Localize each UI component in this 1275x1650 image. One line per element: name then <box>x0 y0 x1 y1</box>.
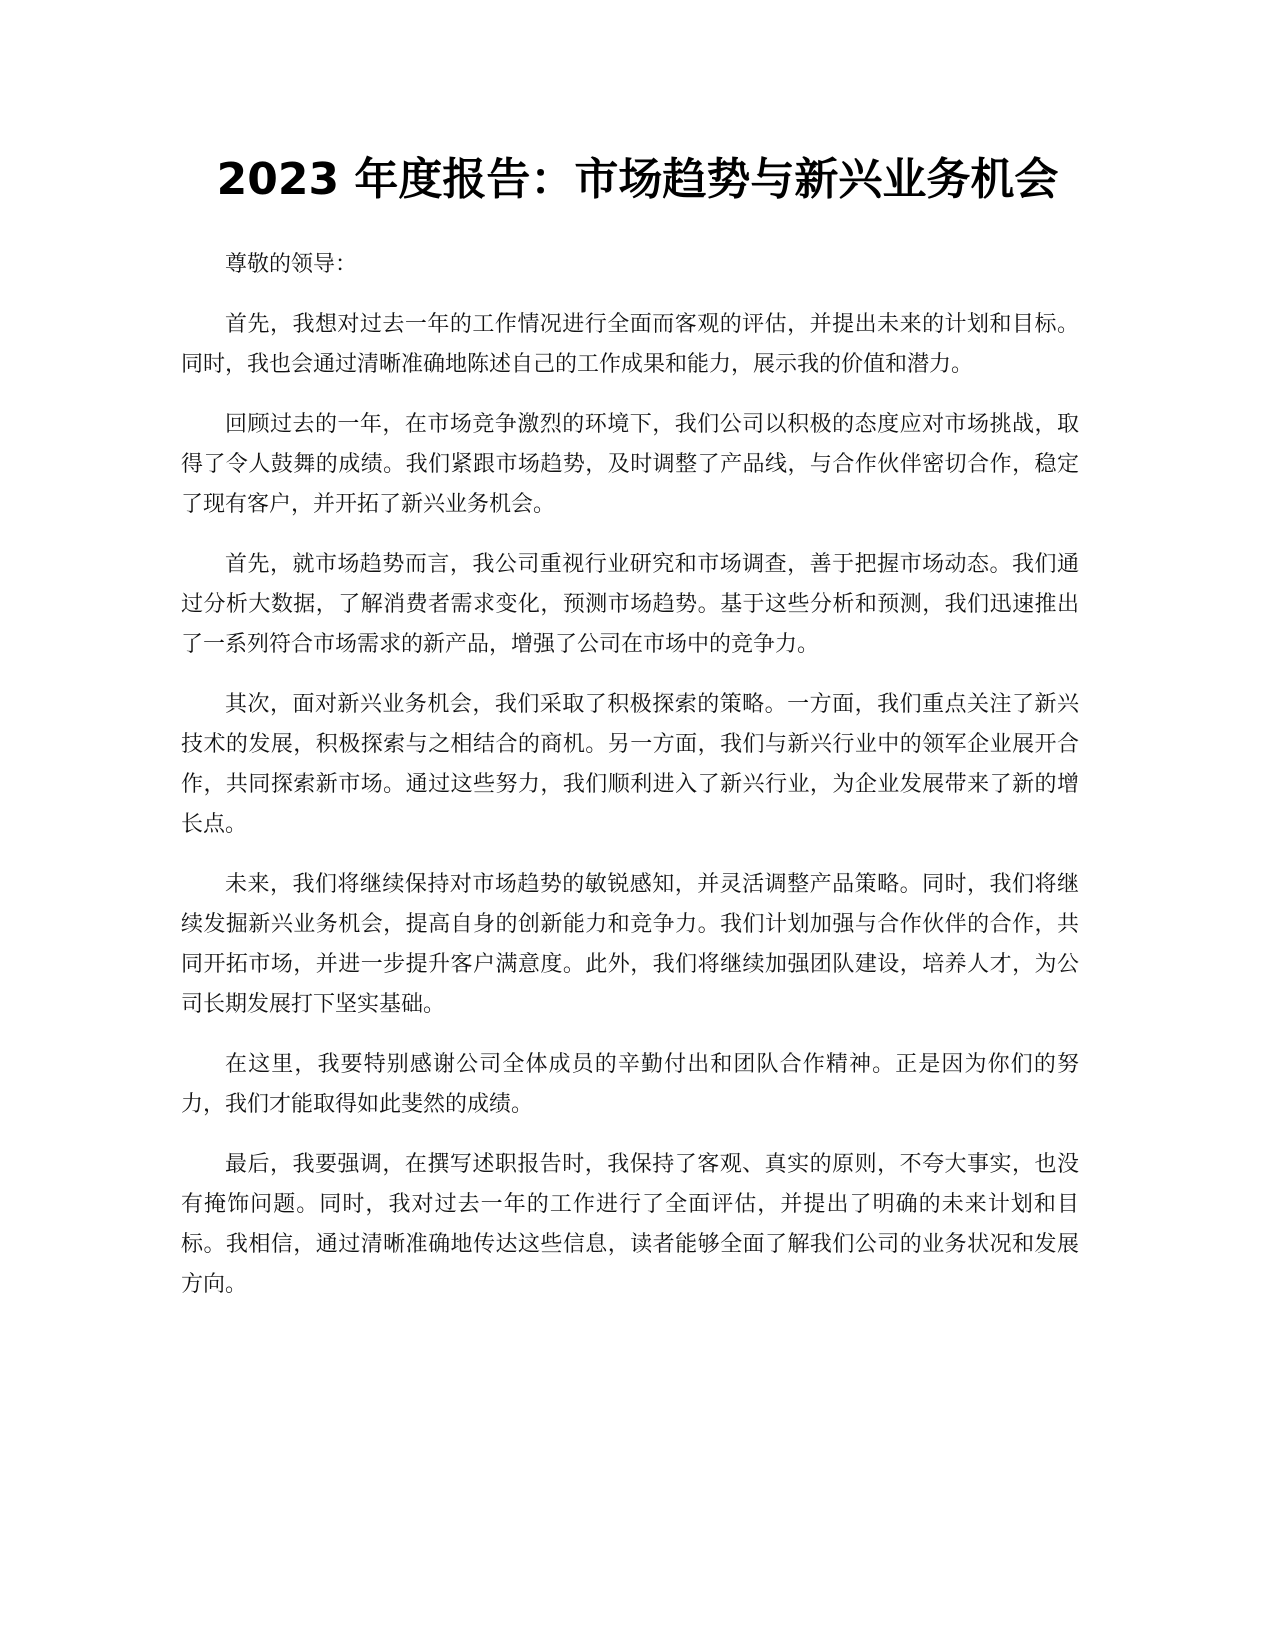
paragraph-market-trends: 首先，就市场趋势而言，我公司重视行业研究和市场调查，善于把握市场动态。我们通过分析大数据，了解消费者需求变化，预测市场趋势。基于这些分析和预测，我们迅速推出了一系列符合市场需求的新产品，增强了公司在市场中的竞争力。 <box>181 552 1079 657</box>
document-body <box>181 245 1079 1325</box>
paragraph-future-plans: 未来，我们将继续保持对市场趋势的敏锐感知，并灵活调整产品策略。同时，我们将继续发掘新兴业务机会，提高自身的创新能力和竞争力。我们计划加强与合作伙伴的合作，共同开拓市场，并进一步提升客户满意度。此外，我们将继续加强团队建设，培养人才，为公司长期发展打下坚实基础。 <box>181 872 1079 1017</box>
paragraph-new-business: 其次，面对新兴业务机会，我们采取了积极探索的策略。一方面，我们重点关注了新兴技术的发展，积极探索与之相结合的商机。另一方面，我们与新兴行业中的领军企业展开合作，共同探索新市场。通过这些努力，我们顺利进入了新兴行业，为企业发展带来了新的增长点。 <box>181 692 1079 837</box>
paragraph-intro: 首先，我想对过去一年的工作情况进行全面而客观的评估，并提出未来的计划和目标。同时，我也会通过清晰准确地陈述自己的工作成果和能力，展示我的价值和潜力。 <box>181 312 1079 377</box>
paragraph-review: 回顾过去的一年，在市场竞争激烈的环境下，我们公司以积极的态度应对市场挑战，取得了令人鼓舞的成绩。我们紧跟市场趋势，及时调整了产品线，与合作伙伴密切合作，稳定了现有客户，并开拓了新兴业务机会。 <box>181 412 1079 517</box>
paragraph-thanks: 在这里，我要特别感谢公司全体成员的辛勤付出和团队合作精神。正是因为你们的努力，我们才能取得如此斐然的成绩。 <box>181 1052 1079 1117</box>
document-title: 2023 年度报告：市场趋势与新兴业务机会 <box>216 154 1059 205</box>
salutation: 尊敬的领导： <box>225 252 358 277</box>
paragraph-conclusion: 最后，我要强调，在撰写述职报告时，我保持了客观、真实的原则，不夸大事实，也没有掩饰问题。同时，我对过去一年的工作进行了全面评估，并提出了明确的未来计划和目标。我相信，通过清晰准确地传达这些信息，读者能够全面了解我们公司的业务状况和发展方向。 <box>181 1152 1079 1297</box>
